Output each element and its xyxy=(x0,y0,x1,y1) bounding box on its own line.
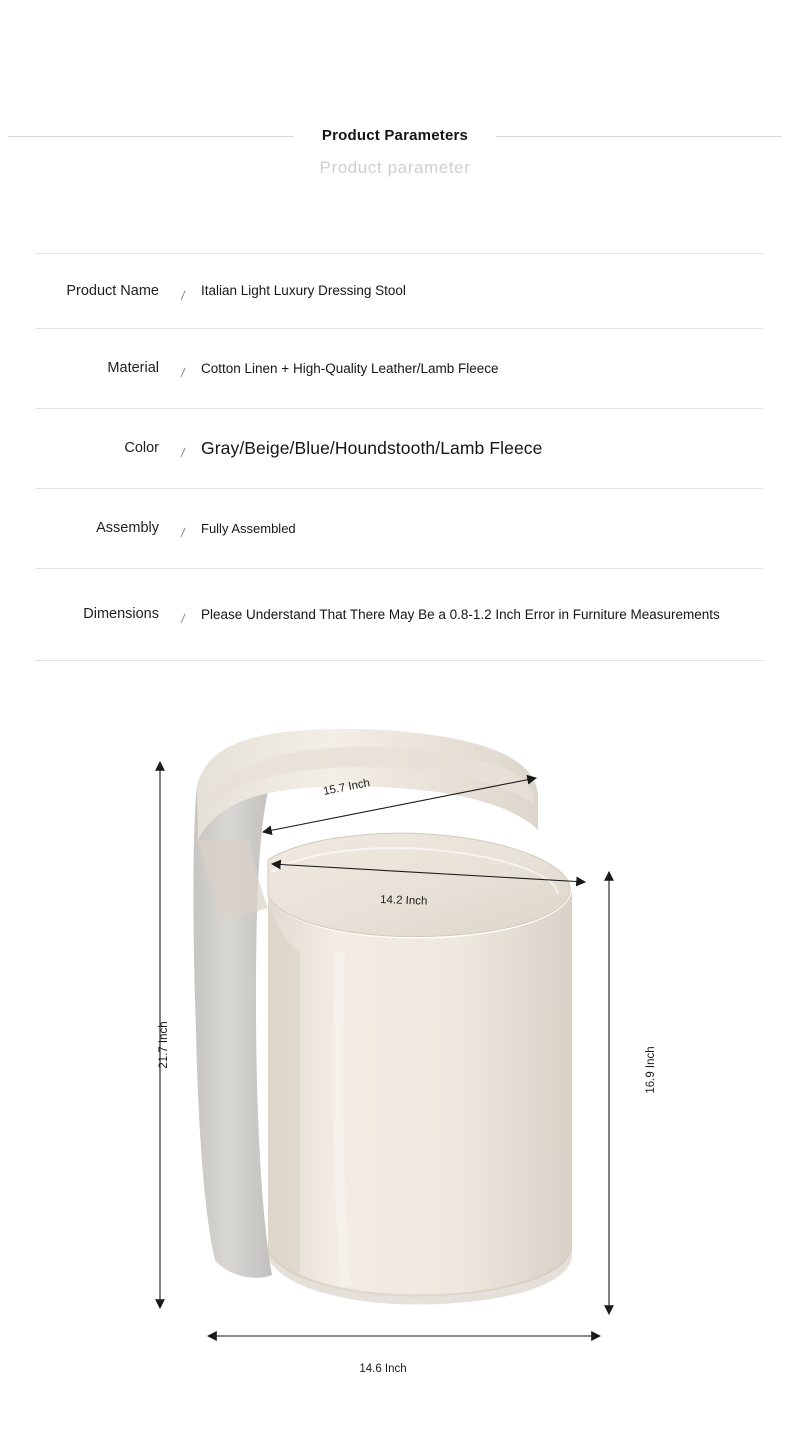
dimension-label-backrest-width: 15.7 Inch xyxy=(322,777,372,798)
stool-seat-top xyxy=(268,833,570,936)
row-label: Assembly xyxy=(96,520,159,537)
page-subtitle xyxy=(0,158,790,178)
row-value: Italian Light Luxury Dressing Stool xyxy=(201,283,406,299)
row-separator: / xyxy=(180,364,186,381)
row-value: Cotton Linen + High-Quality Leather/Lamb Fleece xyxy=(201,360,499,376)
row-value: Fully Assembled xyxy=(201,520,296,536)
table-row xyxy=(35,253,763,329)
row-separator: / xyxy=(180,287,186,303)
dimension-label-seat-height: 16.9 Inch xyxy=(645,1046,657,1094)
row-separator: / xyxy=(180,610,186,627)
table-row xyxy=(35,409,763,489)
section-header xyxy=(0,118,790,198)
dimension-label-seat-depth: 14.2 Inch xyxy=(379,894,428,908)
stool-body xyxy=(268,890,572,1305)
page-title: Product Parameters xyxy=(294,118,496,154)
product-dimension-diagram xyxy=(0,700,790,1430)
row-label: Material xyxy=(107,360,159,377)
header-title-wrap xyxy=(0,118,790,154)
row-value: Gray/Beige/Blue/Houndstooth/Lamb Fleece xyxy=(201,438,543,459)
table-row xyxy=(35,489,763,569)
dimension-label-base-width: 14.6 Inch xyxy=(359,1363,407,1375)
row-label: Dimensions xyxy=(83,606,159,623)
dimension-label-total-height: 21.7 Inch xyxy=(158,1021,170,1069)
row-label: Color xyxy=(124,440,159,457)
row-label: Product Name xyxy=(66,282,159,299)
table-row xyxy=(35,569,763,661)
stool-illustration xyxy=(0,700,790,1430)
product-parameters-table xyxy=(35,253,763,661)
row-separator: / xyxy=(180,444,186,461)
row-value: Please Understand That There May Be a 0.8-1.2 Inch Error in Furniture Measurements xyxy=(201,606,720,622)
row-separator: / xyxy=(180,524,186,541)
page-subtitle-text: Product parameter xyxy=(319,158,471,177)
table-row xyxy=(35,329,763,409)
